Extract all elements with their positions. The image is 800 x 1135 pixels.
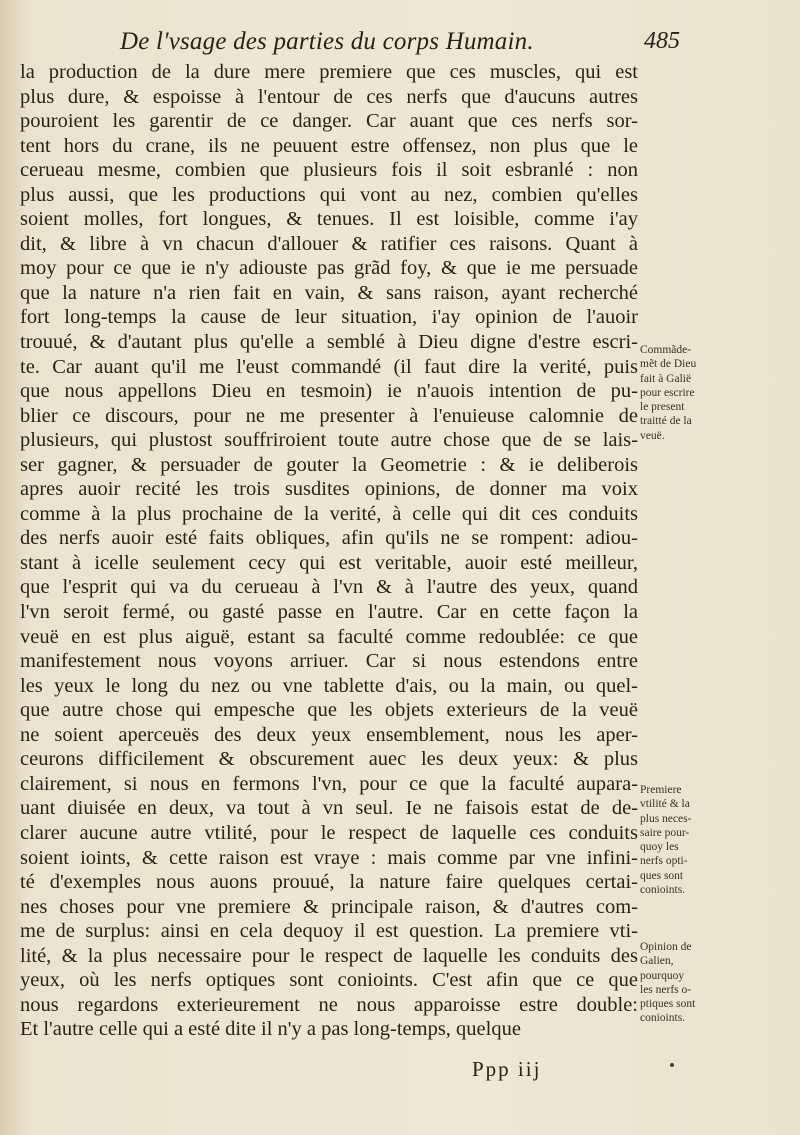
text-line: les yeux le long du nez ou vne tablette d'ais, ou la main, ou quel- (20, 674, 638, 697)
margin-note-line: mẽt de Dieu (640, 358, 697, 371)
margin-note-line: nerfs opti- (640, 855, 688, 868)
text-line: apres auoir recité les trois susdites opinions, de donner ma voix (20, 478, 638, 501)
margin-note-line: vtilité & la (640, 798, 690, 811)
text-line: veuë en est plus aiguë, estant sa faculté comme redoublée: ce que (20, 625, 638, 648)
text-line: clairement, si nous en fermons l'vn, pour ce que la faculté aupara- (20, 772, 638, 795)
margin-note-line: fait à Galië (640, 372, 692, 385)
text-line: clarer aucune autre vtilité, pour le respect de laquelle ces conduits (20, 821, 638, 844)
margin-note-line: quoy les (640, 841, 679, 854)
margin-note-line: pour escrire (640, 386, 695, 399)
text-line: té d'exemples nous auons prouué, la nature faire quelques certai- (20, 871, 638, 894)
text-line: nes choses pour vne premiere & principale raison, & d'autres com- (20, 895, 638, 918)
margin-note-line: ptiques sont (640, 998, 696, 1011)
margin-note-line: Commãde- (640, 344, 692, 356)
text-line: fort long-temps la cause de leur situation, i'ay opinion de l'auoir (20, 306, 638, 329)
text-line: des nerfs auoir esté faits obliques, afin qu'ils ne se rompent: adiou- (20, 527, 638, 550)
margin-note-line: pourquoy (640, 969, 685, 982)
margin-note-line: plus neces- (640, 812, 692, 825)
text-line: ser gagner, & persuader de gouter la Geometrie : & ie deliberois (20, 453, 638, 476)
margin-note-first-utility (640, 783, 750, 897)
margin-note-line: le present (640, 401, 685, 414)
text-line: me de surplus: ainsi en cela dequoy il est question. La premiere vti- (20, 920, 638, 943)
margin-note-line: Galien, (640, 955, 674, 968)
text-line: que l'esprit qui va du cerueau à l'vn & à l'autre des yeux, quand (20, 576, 638, 599)
text-line: dit, & libre à vn chacun d'allouer & ratifier ces raisons. Quant à (20, 232, 638, 255)
text-line: plus dure, & espoisse à l'entour de ces nerfs que d'aucuns autres (20, 85, 638, 108)
margin-note-line: ques sont (640, 869, 684, 882)
text-line: tent hors du crane, ils ne peuuent estre offensez, non plus que le (20, 134, 638, 157)
running-head (120, 28, 680, 60)
text-line: stant à icelle seulement cecy qui est veritable, auoir esté meilleur, (20, 551, 638, 574)
text-line: blier ce discours, pour ne me presenter à l'enuieuse calomnie de (20, 404, 638, 427)
text-line: lité, & la plus necessaire pour le respect de laquelle les conduits des (20, 944, 638, 967)
text-line: l'vn seroit fermé, ou gasté passe en l'autre. Car en cette façon la (20, 601, 638, 624)
text-line: trouué, & d'autant plus qu'elle a semblé à Dieu digne d'estre escri- (20, 331, 638, 354)
text-line: cerueau mesme, combien que plusieurs fois il soit esbranlé : non (20, 159, 638, 182)
ink-dot (670, 1063, 674, 1067)
text-line: plus aussi, que les productions qui vont au nez, combien qu'elles (20, 183, 638, 206)
text-line: ceurons difficilement & obscurement auec les deux yeux: & plus (20, 748, 638, 771)
margin-note-line: Opinion de (640, 941, 692, 953)
body-text (20, 60, 638, 1042)
page-number: 485 (644, 28, 680, 54)
margin-note-line: conioints. (640, 1012, 686, 1025)
signature-mark: Ppp iij (472, 1057, 542, 1081)
text-line: que autre chose qui empesche que les objets exterieurs de la veuë (20, 699, 638, 722)
margin-note-line: conioints. (640, 884, 686, 897)
text-line: soient ioints, & cette raison est vraye : mais comme par vne infini- (20, 846, 638, 869)
text-line: pouroient les garentir de ce danger. Car auant que ces nerfs sor- (20, 110, 638, 133)
text-line: te. Car auant qu'il me l'eust commandé (il faut dire la verité, puis (20, 355, 638, 378)
text-line: plusieurs, qui plustost souffriroient toute autre chose que de se lais- (20, 429, 638, 452)
text-line: yeux, où les nerfs optiques sont conioints. C'est afin que ce que (20, 969, 638, 992)
text-line: soient molles, fort longues, & tenues. Il est loisible, comme i'ay (20, 208, 638, 231)
margin-note-divine-command (640, 343, 750, 443)
text-line: comme à la plus prochaine de la verité, à celle qui dit ces conduits (20, 502, 638, 525)
text-line: nous regardons exterieurement ne nous apparoisse estre double: (20, 993, 638, 1016)
text-line: la production de la dure mere premiere que ces muscles, qui est (20, 61, 638, 83)
text-line: Et l'autre celle qui a esté dite il n'y a pas long-temps, quelque (20, 1018, 521, 1041)
text-line: que la nature n'a rien fait en vain, & sans raison, ayant recherché (20, 281, 638, 304)
margin-note-line: traitté de la (640, 415, 692, 428)
text-line: manifestement nous voyons arriuer. Car si nous estendons entre (20, 650, 638, 673)
margin-note-galen-opinion (640, 940, 750, 1026)
margin-note-line: veuë. (640, 429, 665, 442)
running-title: De l'vsage des parties du corps Humain. (120, 28, 534, 55)
text-line: moy pour ce que ie n'y adiouste pas grãd foy, & que ie me persuade (20, 257, 638, 280)
text-line: que nous appellons Dieu en tesmoin) ie n'auois intention de pu- (20, 380, 638, 403)
margin-note-line: les nerfs o- (640, 983, 692, 996)
margin-note-line: Premiere (640, 784, 682, 796)
text-line: ne soient aperceuës des deux yeux ensemblement, nous les aper- (20, 723, 638, 746)
margin-note-line: saire pour- (640, 826, 690, 839)
text-line: uant diuisée en deux, va tout à vn seul. Ie ne faisois estat de de- (20, 797, 638, 820)
